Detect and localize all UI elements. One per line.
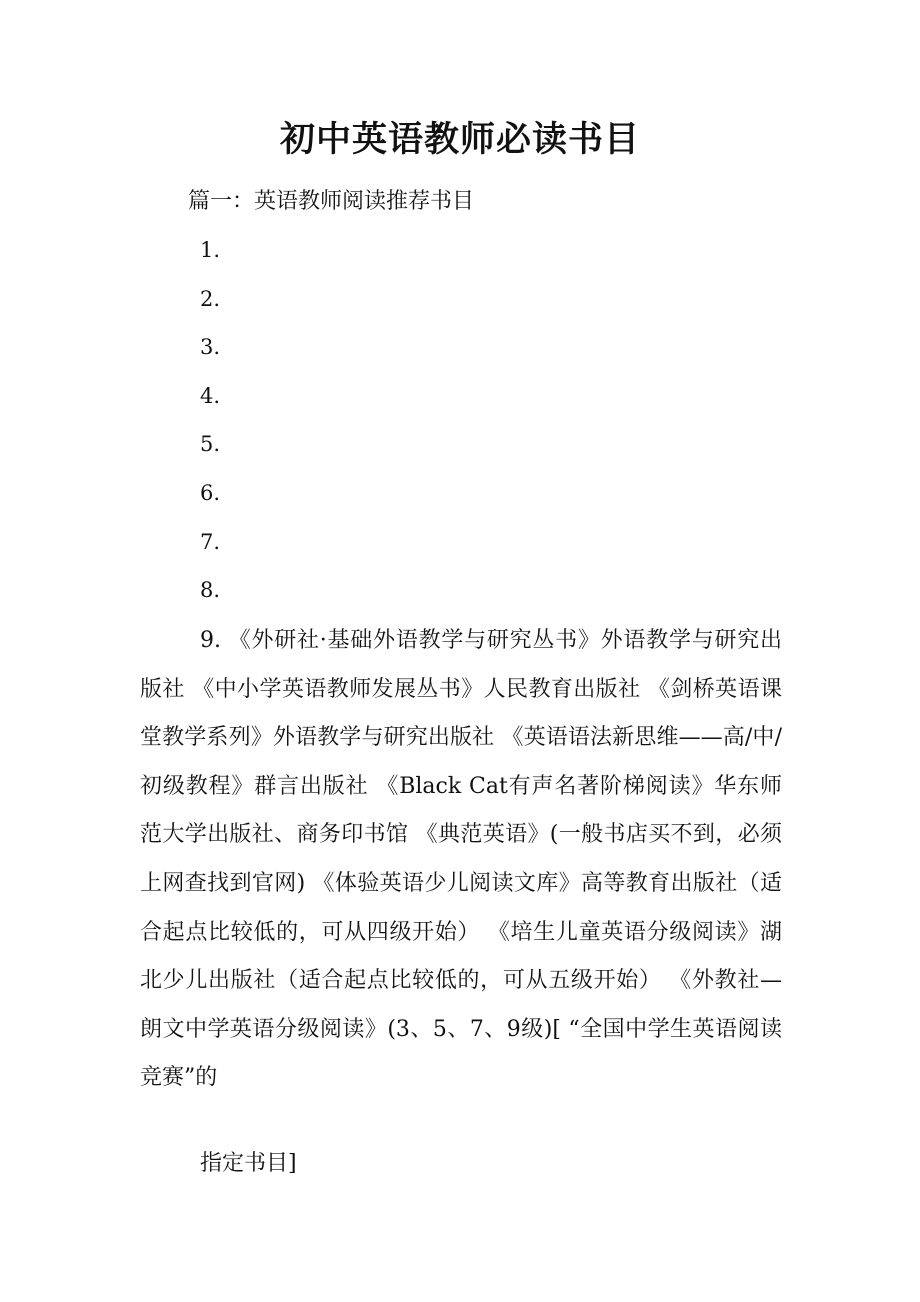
document-title: 初中英语教师必读书目 (279, 119, 640, 160)
paragraph-tail-line: 指定书目] (200, 1151, 297, 1176)
book-list-paragraph: 9. 《外研社·基础外语教学与研究丛书》外语教学与研究出版社 《中小学英语教师发展丛书》人民教育出版社 《剑桥英语课堂教学系列》外语教学与研究出版社 《英语语法新思维——高/中/初级教程》群言出版社 《Black Cat有声名著阶梯阅读》华东师范大学出版社、商务印书馆 《典范英语》(一般书店买不到，必须上网查找到官网) 《体验英语少儿阅读文库》高等教育出版社（适合起点比较低的，可从四级开始） 《培生儿童英语分级阅读》湖北少儿出版社（适合起点比较低的，可从五级开始） 《外教社—朗文中学英语分级阅读》(3、5、7、9级)[ “全国中学生英语阅读竞赛”的 (140, 628, 782, 1091)
list-item: 1. (200, 238, 221, 262)
list-item: 8. (200, 578, 221, 603)
section-heading: 篇一：英语教师阅读推荐书目 (188, 189, 475, 214)
list-item: 5. (200, 432, 221, 457)
list-item: 2. (200, 286, 221, 311)
numbered-list (200, 234, 220, 623)
list-item: 7. (200, 529, 221, 554)
list-item: 6. (200, 480, 221, 505)
list-item: 3. (200, 335, 221, 360)
list-item: 4. (200, 383, 221, 408)
